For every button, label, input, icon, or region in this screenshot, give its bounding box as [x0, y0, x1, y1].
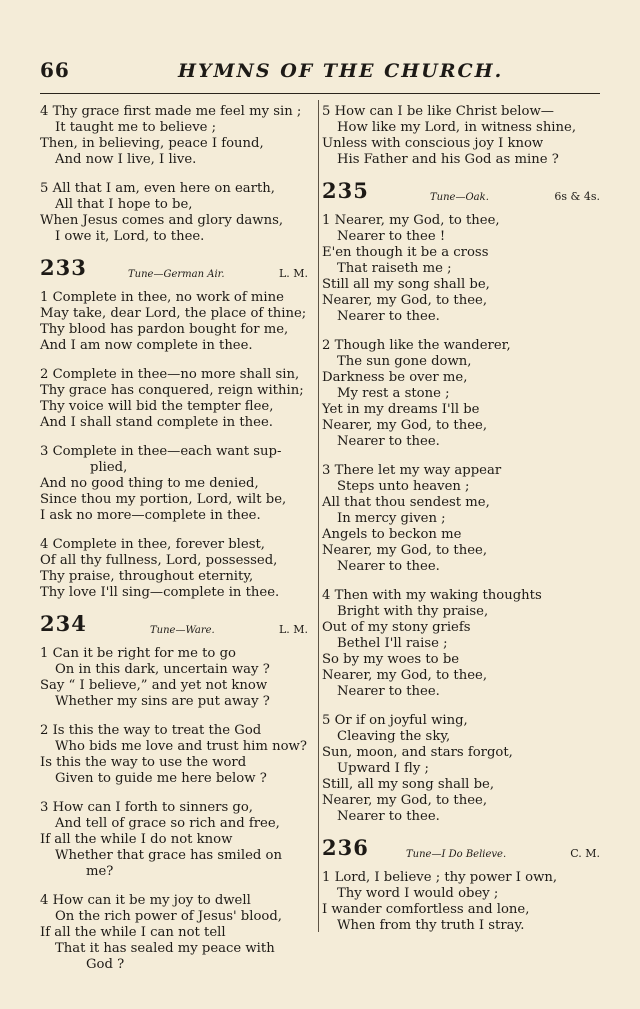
- verse-line: It taught me to believe ;: [55, 120, 217, 135]
- hymn-header-236: [322, 835, 600, 868]
- verse-line: Unless with conscious joy I know: [322, 136, 544, 151]
- verse-line: His Father and his God as mine ?: [337, 152, 559, 167]
- verse-line: 3 There let my way appear: [322, 463, 502, 478]
- verse-line: Say “ I believe,” and yet not know: [40, 678, 268, 693]
- stanza: [40, 367, 308, 431]
- verse-line: Then, in believing, peace I found,: [40, 136, 264, 151]
- verse-line: All that I hope to be,: [55, 197, 193, 212]
- verse-line: I owe it, Lord, to thee.: [55, 229, 205, 244]
- verse-line: Steps unto heaven ;: [337, 479, 470, 494]
- meter: L. M.: [278, 623, 308, 636]
- stanza: [40, 444, 308, 524]
- stanza: [40, 646, 308, 710]
- verse-line: The sun gone down,: [337, 354, 472, 369]
- stanza: [322, 870, 600, 934]
- left-column: [40, 104, 308, 986]
- verse-line: That it has sealed my peace with: [55, 941, 275, 956]
- tune-name: Tune—Oak.: [430, 192, 489, 203]
- verse-line: Of all thy fullness, Lord, possessed,: [40, 553, 278, 568]
- verse-line: On the rich power of Jesus' blood,: [55, 909, 282, 924]
- verse-line: When from thy truth I stray.: [337, 918, 525, 933]
- stanza: [322, 588, 600, 700]
- verse-line: Bethel I'll raise ;: [337, 636, 448, 651]
- meter: 6s & 4s.: [554, 190, 600, 203]
- verse-line: Whether that grace has smiled on: [55, 848, 282, 863]
- verse-line: 1 Can it be right for me to go: [40, 646, 236, 661]
- verse-line: 5 All that I am, even here on earth,: [40, 181, 275, 196]
- verse-line: Nearer, my God, to thee,: [322, 668, 488, 683]
- verse-line: And I am now complete in thee.: [40, 338, 253, 353]
- verse-line: That raiseth me ;: [337, 261, 452, 276]
- verse-line: Whether my sins are put away ?: [55, 694, 270, 709]
- verse-line: In mercy given ;: [337, 511, 446, 526]
- stanza: [40, 800, 308, 880]
- verse-line: Sun, moon, and stars forgot,: [322, 745, 513, 760]
- verse-line: On in this dark, uncertain way ?: [55, 662, 270, 677]
- verse-line: Nearer to thee.: [337, 809, 440, 824]
- right-column: [322, 104, 600, 947]
- hymn-header-235: [322, 178, 600, 211]
- verse-line: Still, all my song shall be,: [322, 777, 495, 792]
- verse-line: Still all my song shall be,: [322, 277, 490, 292]
- verse-line: Is this the way to use the word: [40, 755, 247, 770]
- verse-line: Nearer to thee.: [337, 309, 440, 324]
- verse-line: 2 Though like the wanderer,: [322, 338, 511, 353]
- verse-line: Who bids me love and trust him now?: [55, 739, 307, 754]
- verse-line: Angels to beckon me: [322, 527, 462, 542]
- stanza: [322, 104, 600, 168]
- verse-line: 2 Complete in thee—no more shall sin,: [40, 367, 300, 382]
- page-number: 66: [40, 58, 70, 82]
- stanza: [40, 104, 308, 168]
- verse-line: Darkness be over me,: [322, 370, 468, 385]
- verse-line: And I shall stand complete in thee.: [40, 415, 273, 430]
- verse-line: And tell of grace so rich and free,: [55, 816, 280, 831]
- verse-line: Thy praise, throughout eternity,: [40, 569, 254, 584]
- verse-line: 3 Complete in thee—each want sup-: [40, 444, 282, 459]
- stanza: [322, 713, 600, 825]
- verse-line: If all the while I can not tell: [40, 925, 226, 940]
- running-title: HYMNS OF THE CHURCH.: [178, 60, 504, 82]
- stanza: [40, 181, 308, 245]
- verse-line: 3 How can I forth to sinners go,: [40, 800, 253, 815]
- verse-line: 2 Is this the way to treat the God: [40, 723, 262, 738]
- tune-name: Tune—Ware.: [150, 625, 215, 636]
- verse-line: Upward I fly ;: [337, 761, 429, 776]
- hymn-number: 235: [322, 178, 369, 203]
- verse-line: And now I live, I live.: [55, 152, 197, 167]
- verse-line: Given to guide me here below ?: [55, 771, 267, 786]
- tune-name: Tune—German Air.: [128, 269, 225, 280]
- verse-line: 5 How can I be like Christ below—: [322, 104, 554, 119]
- hymn-number: 236: [322, 835, 369, 860]
- verse-line: Yet in my dreams I'll be: [322, 402, 480, 417]
- stanza: [40, 893, 308, 973]
- verse-line: Nearer to thee.: [337, 434, 440, 449]
- stanza: [322, 338, 600, 450]
- verse-line: If all the while I do not know: [40, 832, 233, 847]
- verse-line: 4 How can it be my joy to dwell: [40, 893, 251, 908]
- stanza: [40, 537, 308, 601]
- hymn-header-233: [40, 255, 308, 288]
- verse-line: All that thou sendest me,: [322, 495, 490, 510]
- stanza: [322, 463, 600, 575]
- verse-line: When Jesus comes and glory dawns,: [40, 213, 284, 228]
- verse-line: 5 Or if on joyful wing,: [322, 713, 468, 728]
- verse-line: Cleaving the sky,: [337, 729, 451, 744]
- verse-line: Thy word I would obey ;: [337, 886, 499, 901]
- verse-line: Nearer to thee.: [337, 559, 440, 574]
- verse-line: Thy grace has conquered, reign within;: [40, 383, 304, 398]
- verse-line: Thy love I'll sing—complete in thee.: [40, 585, 280, 600]
- verse-line: 1 Nearer, my God, to thee,: [322, 213, 500, 228]
- verse-line: How like my Lord, in witness shine,: [337, 120, 577, 135]
- stanza: [40, 290, 308, 354]
- verse-line: My rest a stone ;: [337, 386, 450, 401]
- verse-line: me?: [86, 864, 114, 879]
- verse-line: Nearer, my God, to thee,: [322, 418, 488, 433]
- stanza: [322, 213, 600, 325]
- meter: L. M.: [278, 267, 308, 280]
- verse-line: Thy voice will bid the tempter flee,: [40, 399, 274, 414]
- verse-line: And no good thing to me denied,: [40, 476, 259, 491]
- verse-line: Bright with thy praise,: [337, 604, 489, 619]
- verse-line: E'en though it be a cross: [322, 245, 489, 260]
- verse-line: Nearer, my God, to thee,: [322, 543, 488, 558]
- verse-line: 4 Complete in thee, forever blest,: [40, 537, 265, 552]
- verse-line: plied,: [90, 460, 128, 475]
- verse-line: 1 Complete in thee, no work of mine: [40, 290, 284, 305]
- verse-line: So by my woes to be: [322, 652, 460, 667]
- column-divider: [318, 100, 319, 932]
- verse-line: Nearer, my God, to thee,: [322, 293, 488, 308]
- hymn-header-234: [40, 611, 308, 644]
- verse-line: Thy blood has pardon bought for me,: [40, 322, 289, 337]
- verse-line: Nearer to thee !: [337, 229, 446, 244]
- header-rule: [40, 93, 600, 94]
- verse-line: Nearer, my God, to thee,: [322, 793, 488, 808]
- verse-line: 4 Then with my waking thoughts: [322, 588, 542, 603]
- verse-line: 1 Lord, I believe ; thy power I own,: [322, 870, 558, 885]
- hymn-number: 234: [40, 611, 87, 636]
- verse-line: May take, dear Lord, the place of thine;: [40, 306, 307, 321]
- stanza: [40, 723, 308, 787]
- verse-line: 4 Thy grace first made me feel my sin ;: [40, 104, 302, 119]
- verse-line: I wander comfortless and lone,: [322, 902, 530, 917]
- meter: C. M.: [570, 847, 600, 860]
- verse-line: Out of my stony griefs: [322, 620, 471, 635]
- verse-line: Nearer to thee.: [337, 684, 440, 699]
- verse-line: Since thou my portion, Lord, wilt be,: [40, 492, 287, 507]
- hymn-number: 233: [40, 255, 87, 280]
- tune-name: Tune—I Do Believe.: [406, 849, 507, 860]
- verse-line: I ask no more—complete in thee.: [40, 508, 261, 523]
- verse-line: God ?: [86, 957, 125, 972]
